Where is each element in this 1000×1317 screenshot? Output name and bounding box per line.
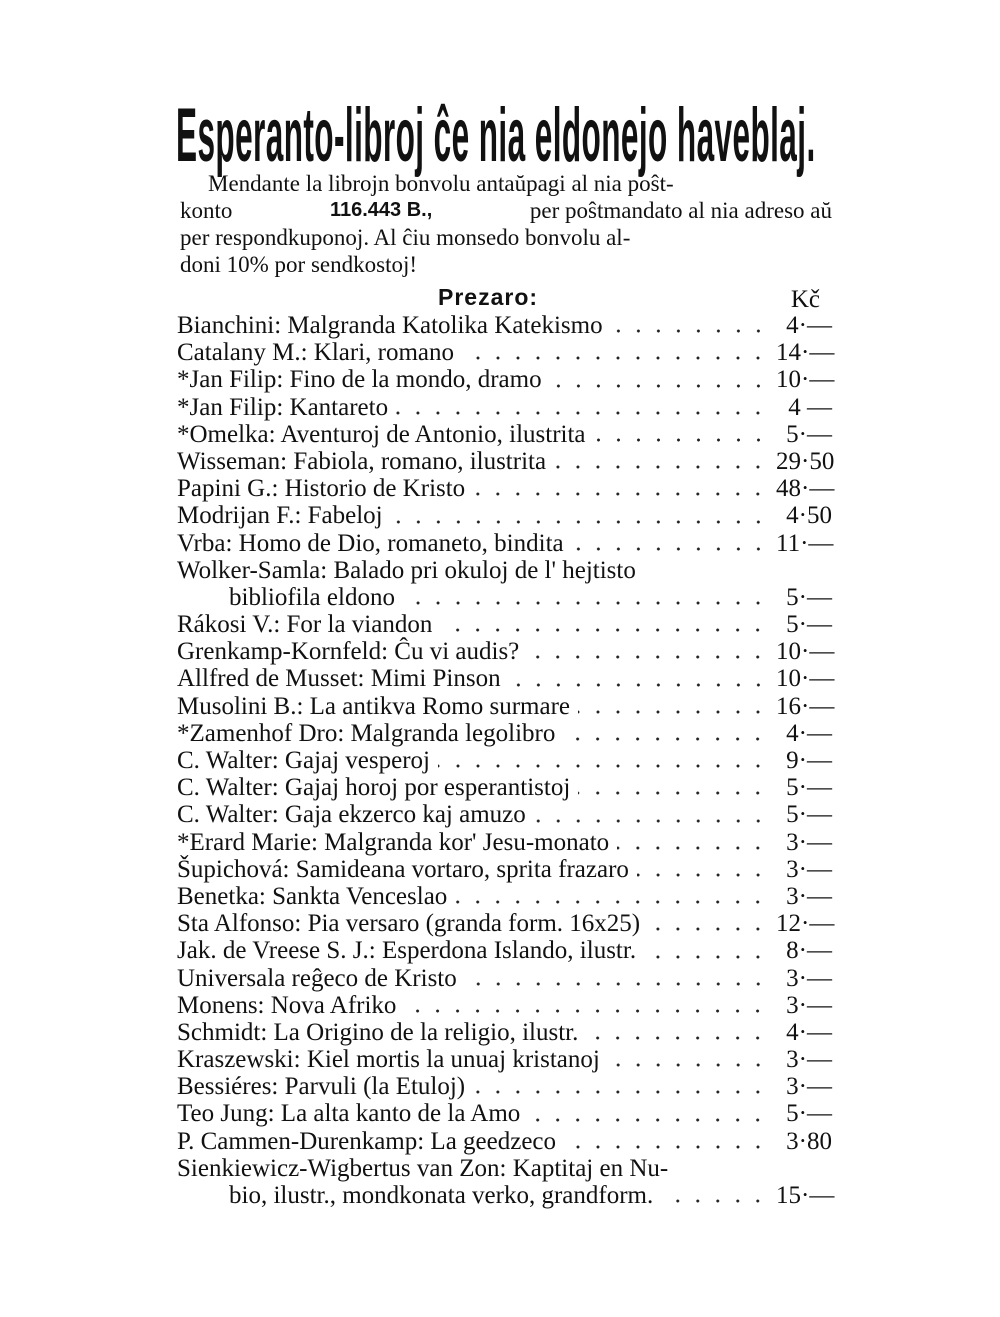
dot-leader <box>509 683 768 687</box>
book-entry <box>177 720 832 747</box>
book-entry <box>177 965 832 992</box>
book-title: Modrijan F.: Fabeloj <box>177 502 383 530</box>
book-title: Wolker-Samla: Balado pri okuloj de l' hejtisto <box>177 556 636 584</box>
book-price: 15·— <box>776 1182 835 1209</box>
book-price: 3·— <box>786 991 832 1019</box>
book-entry <box>177 1046 832 1073</box>
dot-leader <box>611 329 768 333</box>
book-entry <box>177 557 832 584</box>
book-price: 5·— <box>786 801 832 829</box>
dot-leader <box>391 520 768 524</box>
book-price: 3·— <box>786 855 832 883</box>
book-entry <box>177 692 835 720</box>
book-entry <box>177 992 832 1019</box>
book-entry <box>177 801 832 828</box>
book-title: Benetka: Sankta Venceslao <box>177 882 448 910</box>
book-entry <box>177 502 832 529</box>
account-number: 116.443 B., <box>329 199 433 221</box>
book-title: Bianchini: Malgranda Katolika Katekismo <box>177 312 603 339</box>
book-title: Wisseman: Fabiola, romano, ilustrita <box>177 447 547 475</box>
dot-leader <box>527 655 768 659</box>
book-title: *Omelka: Aventuroj de Antonio, ilustrita <box>177 420 586 448</box>
dot-leader <box>554 465 768 469</box>
book-entry <box>177 1182 835 1209</box>
book-price: 3·— <box>786 964 832 992</box>
book-entry <box>177 1019 832 1046</box>
book-entry <box>177 611 832 638</box>
intro-paragraph <box>180 170 832 278</box>
dot-leader <box>396 411 768 415</box>
book-entry <box>177 421 832 448</box>
book-title: *Zamenhof Dro: Malgranda legolibro <box>177 719 556 747</box>
book-entry <box>177 530 832 557</box>
book-price: 5·— <box>786 583 832 611</box>
dot-leader <box>455 900 768 904</box>
book-entry <box>177 366 835 394</box>
book-price: 3·— <box>786 1073 832 1101</box>
dot-leader <box>473 492 768 496</box>
book-entry <box>177 829 832 856</box>
book-price: 3·— <box>786 1046 832 1074</box>
price-list <box>177 312 835 1209</box>
book-price: 16·— <box>776 692 835 720</box>
book-price: 10·— <box>776 665 835 693</box>
dot-leader <box>572 547 768 551</box>
book-price: 8·— <box>786 937 832 965</box>
book-title: C. Walter: Gajaj vesperoj <box>177 747 431 774</box>
book-title: Universala reĝeco de Kristo <box>177 964 457 992</box>
book-entry <box>177 1100 832 1127</box>
book-entry <box>177 475 835 503</box>
book-title: Vrba: Homo de Dio, romaneto, bindita <box>177 529 564 557</box>
book-entry <box>177 339 835 367</box>
book-entry <box>177 774 832 801</box>
intro-text: konto <box>180 198 233 223</box>
dot-leader <box>578 791 768 795</box>
dot-leader <box>608 1063 768 1067</box>
book-entry <box>177 910 835 938</box>
dot-leader <box>528 1118 768 1122</box>
intro-line: doni 10% por sendkostoj! <box>180 252 418 277</box>
book-price: 4 — <box>788 393 832 421</box>
book-price: 5·— <box>786 774 832 802</box>
dot-leader <box>578 710 768 714</box>
book-entry <box>177 394 832 421</box>
book-title: Papini G.: Historio de Kristo <box>177 475 466 503</box>
book-entry <box>177 1073 832 1100</box>
book-title: C. Walter: Gaja ekzerco kaj amuzo <box>177 801 526 829</box>
book-title: Bessiéres: Parvuli (la Etuloj) <box>177 1073 466 1101</box>
book-title: bibliofila eldono <box>229 583 395 611</box>
dot-leader <box>440 628 768 632</box>
page-title-wrap <box>176 93 882 178</box>
dot-leader <box>644 955 768 959</box>
dot-leader <box>586 1036 768 1040</box>
dot-leader <box>661 1199 768 1203</box>
dot-leader <box>563 737 768 741</box>
book-title: Musolini B.: La antikva Romo surmare <box>177 692 571 720</box>
book-title: Rákosi V.: For la viandon <box>177 611 433 639</box>
book-entry <box>177 584 832 611</box>
book-title: Sienkiewicz-Wigbertus van Zon: Kaptitaj en Nu- <box>177 1154 669 1182</box>
dot-leader <box>473 1090 768 1094</box>
book-title: Allfred de Musset: Mimi Pinson <box>177 665 501 693</box>
dot-leader <box>676 1172 768 1176</box>
book-entry <box>177 312 832 339</box>
dot-leader <box>644 574 768 578</box>
dot-leader <box>465 982 768 986</box>
book-price: 3·— <box>786 882 832 910</box>
book-title: C. Walter: Gajaj horoj por esperantistoj <box>177 774 571 802</box>
book-price: 12·— <box>776 910 835 938</box>
book-entry <box>177 747 832 774</box>
currency-label: Kč <box>790 286 820 313</box>
price-list-header <box>180 284 830 314</box>
dot-leader <box>403 601 768 605</box>
dot-leader <box>648 927 768 931</box>
book-title: *Erard Marie: Malgranda kor' Jesu-monato <box>177 828 610 856</box>
book-price: 3·— <box>786 828 832 856</box>
book-entry <box>177 883 832 910</box>
book-entry <box>177 856 832 883</box>
book-price: 5·— <box>786 420 832 448</box>
book-title: Teo Jung: La alta kanto de la Amo <box>177 1100 521 1128</box>
book-price: 4·50 <box>786 502 832 530</box>
book-title: bio, ilustr., mondkonata verko, grandform. <box>229 1182 654 1209</box>
dot-leader <box>637 873 768 877</box>
book-entry <box>177 937 832 964</box>
book-price: 10·— <box>776 638 835 666</box>
book-price: 5·— <box>786 611 832 639</box>
intro-text: per poŝtmandato al nia adreso aŭ <box>529 198 832 223</box>
dot-leader <box>534 819 768 823</box>
book-title: Kraszewski: Kiel mortis la unuaj kristanoj <box>177 1046 600 1074</box>
dot-leader <box>462 356 768 360</box>
book-entry <box>177 1128 832 1155</box>
dot-leader <box>594 438 768 442</box>
book-title: Grenkamp-Kornfeld: Ĉu vi audis? <box>177 638 520 666</box>
book-price: 11·— <box>776 529 834 557</box>
book-title: Schmidt: La Origino de la religio, ilustr. <box>177 1018 579 1046</box>
book-title: P. Cammen-Durenkamp: La geedzeco <box>177 1127 557 1155</box>
book-price: 29·50 <box>776 447 835 475</box>
book-title: Monens: Nova Afriko <box>177 991 397 1019</box>
price-list-heading: Prezaro: <box>438 284 539 310</box>
dot-leader <box>404 1009 768 1013</box>
book-title: *Jan Filip: Kantareto <box>177 393 389 421</box>
book-price: 5·— <box>786 1100 832 1128</box>
book-entry <box>177 1155 832 1182</box>
book-entry <box>177 447 835 475</box>
book-price: 4·— <box>786 719 832 747</box>
book-price: 4·— <box>786 1018 832 1046</box>
book-price: 3·80 <box>786 1127 832 1155</box>
book-entry <box>177 638 835 666</box>
intro-line: Mendante la librojn bonvolu antaŭpagi al nia poŝt- <box>208 171 674 196</box>
book-price: 14·— <box>776 339 835 367</box>
book-title: Jak. de Vreese S. J.: Esperdona Islando, ilustr. <box>177 937 637 965</box>
intro-line: per respondkuponoj. Al ĉiu monsedo bonvolu al- <box>180 225 631 250</box>
book-entry <box>177 665 835 693</box>
book-price: 10·— <box>776 366 835 394</box>
book-title: Sta Alfonso: Pia versaro (granda form. 16x25) <box>177 910 641 938</box>
intro-line <box>180 197 832 224</box>
book-price: 4·— <box>786 312 832 339</box>
book-price: 9·— <box>786 747 832 774</box>
dot-leader <box>617 846 768 850</box>
dot-leader <box>550 384 768 388</box>
book-title: *Jan Filip: Fino de la mondo, dramo <box>177 366 542 394</box>
page-title: Esperanto-libroj ĉe nia eldonejo haveblaj. <box>176 93 816 178</box>
dot-leader <box>438 764 768 768</box>
book-price: 48·— <box>776 475 835 503</box>
book-title: Catalany M.: Klari, romano <box>177 339 455 367</box>
dot-leader <box>564 1145 768 1149</box>
book-title: Šupichová: Samideana vortaro, sprita frazaro <box>177 855 629 883</box>
